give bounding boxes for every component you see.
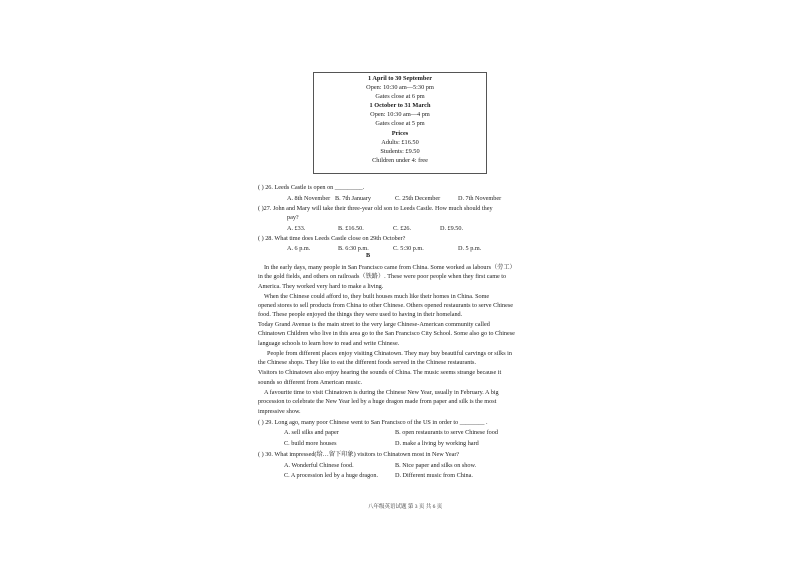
question-27-stem: ( )27. John and Mary will take their three-year old son to Leeds Castle. How much should they [258, 205, 493, 212]
passage-line: America. They worked very hard to make a living. [258, 283, 384, 290]
q28-option-a: A. 6 p.m. [287, 245, 311, 252]
passage-line: food. These people enjoyed the things they were used to having in their homeland. [258, 311, 463, 318]
passage-line: Visitors to Chinatown also enjoy hearing the sounds of China. The music seems strange because it [258, 369, 502, 376]
q28-option-b: B. 6:30 p.m. [338, 245, 369, 252]
section-b-label: B [366, 252, 371, 259]
question-29-stem: ( ) 29. Long ago, many poor Chinese went to San Francisco of the US in order to ________ . [258, 419, 488, 426]
q30-option-a: A. Wonderful Chinese food. [284, 462, 354, 469]
q27-option-d: D. £9.50. [440, 225, 464, 232]
passage-line: When the Chinese could afford to, they built houses much like their homes in China. Some [264, 293, 490, 300]
q29-option-d: D. make a living by working hard [395, 440, 479, 447]
passage-line: language schools to learn how to read and write Chinese. [258, 340, 400, 347]
q29-option-b: B. open restaurants to serve Chinese food [395, 429, 498, 436]
q30-option-b: B. Nice paper and silks on show. [395, 462, 477, 469]
info-prices-heading: Prices [391, 129, 409, 137]
passage-line: A favourite time to visit Chinatown is during the Chinese New Year, usually in February. A big [264, 389, 499, 396]
q27-option-a: A. £33. [287, 225, 306, 232]
question-28-stem: ( ) 28. What time does Leeds Castle close on 29th October? [258, 235, 406, 242]
info-price-children: Children under 4: free [372, 156, 428, 164]
info-price-students: Students: £9.50 [380, 147, 420, 155]
info-winter-hours: Open: 10:30 am—4 pm [370, 111, 430, 119]
passage-line: In the early days, many people in San Francisco came from China. Some worked as labours（劳工） [264, 264, 516, 271]
passage-line: Chinatown Children who live in this area go to the San Francisco City School. Some also go to Chinese [258, 330, 515, 337]
q27-option-c: C. £26. [393, 225, 412, 232]
passage-line: the Chinese shops. They like to eat the different foods served in the Chinese restaurants. [258, 359, 476, 366]
q26-option-a: A. 8th November [287, 195, 331, 202]
info-summer-gates: Gates close at 6 pm [375, 93, 425, 101]
passage-line: in the gold fields, and others on railroads（铁路）. These were poor people when they first came to [258, 273, 507, 280]
question-26-stem: ( ) 26. Leeds Castle is open on _________. [258, 184, 365, 191]
q29-option-c: C. build more houses [284, 440, 337, 447]
info-price-adults: Adults: £16.50 [381, 138, 419, 146]
q26-option-b: B. 7th January [335, 195, 371, 202]
passage-line: impressive show. [258, 408, 301, 415]
q30-option-c: C. A procession led by a huge dragon. [284, 472, 378, 479]
q26-option-c: C. 25th December [395, 195, 441, 202]
q28-option-c: C. 5:30 p.m. [393, 245, 424, 252]
info-period-winter: 1 October to 31 March [369, 102, 431, 110]
info-period-summer: 1 April to 30 September [367, 75, 432, 82]
passage-line: sounds so different from American music. [258, 379, 363, 386]
q29-option-a: A. sell silks and paper [284, 429, 339, 436]
q28-option-d: D. 5 p.m. [458, 245, 482, 252]
passage-line: People from different places enjoy visiting Chinatown. They may buy beautiful carvings or silks in [267, 350, 512, 357]
info-summer-hours: Open: 10:30 am—5:30 pm [366, 84, 434, 92]
question-27-stem-cont: pay? [287, 214, 299, 221]
castle-info-box [313, 72, 487, 174]
passage-line: procession to celebrate the New Year led by a huge dragon made from paper and silk is the most [258, 398, 497, 405]
q26-option-d: D. 7th November [458, 195, 502, 202]
passage-line: opened stores to sell products from China to other Chinese. Others opened restaurants to serve Chinese [258, 302, 514, 309]
info-winter-gates: Gates close at 5 pm [375, 120, 425, 128]
question-30-stem: ( ) 30. What impressed(给…留下印象) visitors to Chinatown most in New Year? [258, 451, 460, 458]
q27-option-b: B. £16.50. [338, 225, 364, 232]
page-footer: 八年级英语试题 第 3 页 共 6 页 [368, 504, 443, 510]
q30-option-d: D. Different music from China. [395, 472, 473, 479]
passage-line: Today Grand Avenue is the main street to the very large Chinese-American community called [258, 321, 490, 328]
